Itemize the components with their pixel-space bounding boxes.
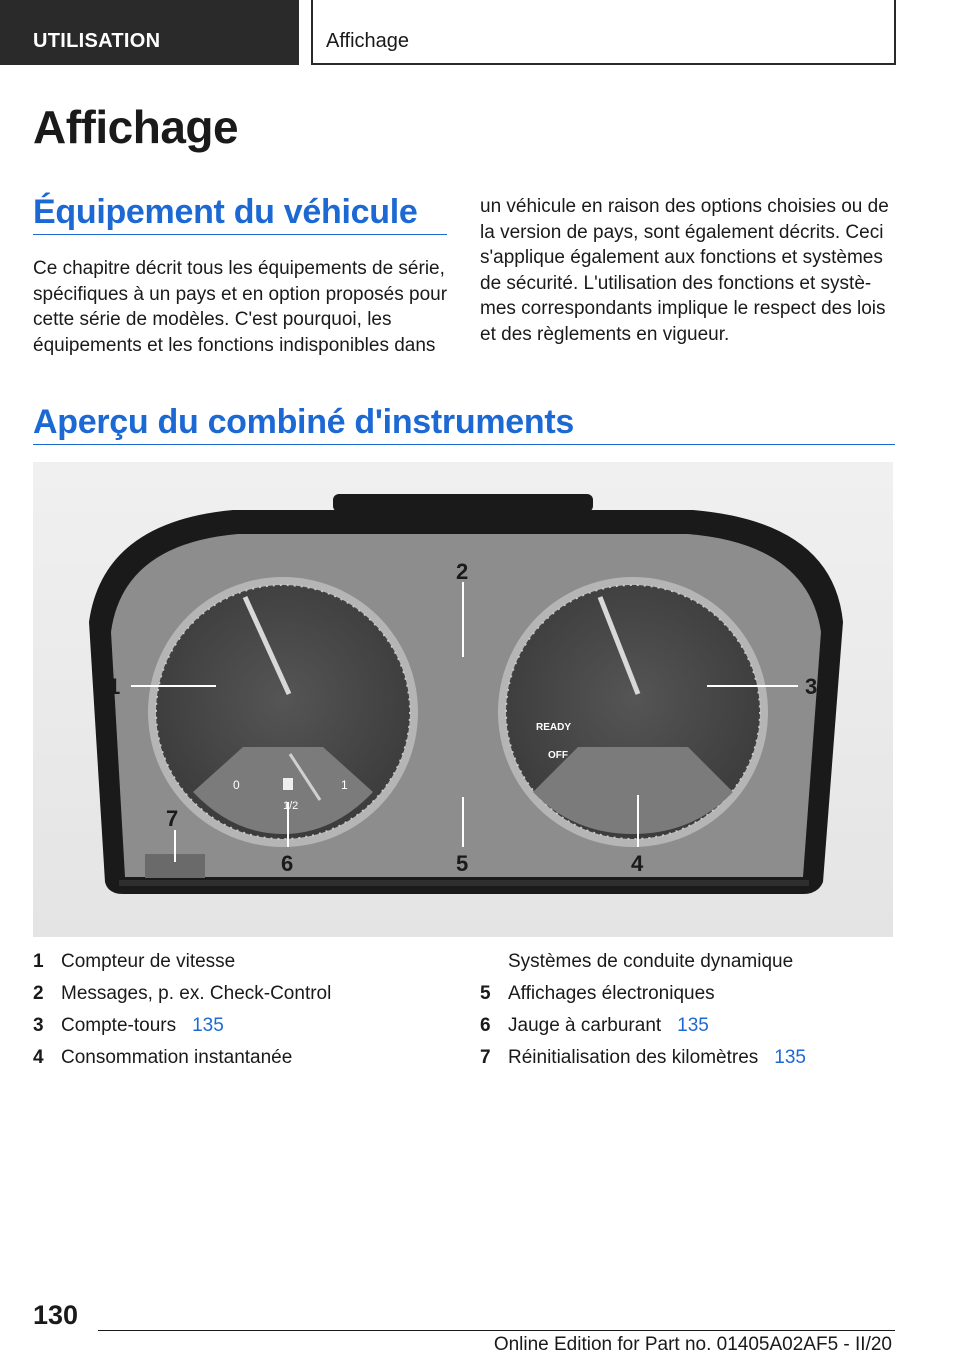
section-title-equipment: Équipement du véhicule bbox=[33, 193, 418, 231]
paragraph-left: Ce chapitre décrit tous les équipements de série, spécifiques à un pays et en option proposés pour cette série de modèles. C'est pourquoi, les équipements et les fonctions indisponibles dans bbox=[33, 258, 448, 356]
legend-number: 4 bbox=[33, 1047, 44, 1068]
header-section-label: UTILISATION bbox=[33, 30, 161, 52]
legend-item bbox=[33, 1042, 453, 1074]
legend-text: Jauge à carburant bbox=[508, 1015, 662, 1036]
legend-item bbox=[480, 1042, 900, 1074]
legend-text: Compteur de vitesse bbox=[61, 951, 236, 972]
off-indicator: OFF bbox=[548, 750, 568, 761]
header-section-tab bbox=[0, 0, 299, 65]
callout-2: 2 bbox=[456, 559, 469, 584]
legend-item bbox=[480, 946, 900, 978]
callout-5: 5 bbox=[456, 851, 469, 876]
section-rule bbox=[33, 444, 895, 445]
legend-number: 1 bbox=[33, 951, 44, 972]
section-title-instrument-cluster: Aperçu du combiné d'instruments bbox=[33, 403, 574, 441]
page-reference-link[interactable]: 135 bbox=[774, 1047, 806, 1068]
legend-text: Messages, p. ex. Check-Control bbox=[61, 983, 332, 1004]
legend-column-right bbox=[480, 946, 900, 1074]
fuel-scale-zero: 0 bbox=[233, 778, 240, 792]
legend-number: 3 bbox=[33, 1015, 44, 1036]
legend-item bbox=[33, 946, 453, 978]
legend-text: Affichages électroniques bbox=[508, 983, 715, 1004]
paragraph-right: un véhicule en raison des options choisies ou de la version de pays, sont également décrits. Ceci s'applique également aux fonctions et systèmes de sécurité. L'utilisation des fonctions et systè‐mes correspondants implique le respect des lois et des règlements en vigueur. bbox=[480, 196, 889, 345]
legend-item bbox=[33, 978, 453, 1010]
page-reference-link[interactable]: 135 bbox=[192, 1015, 224, 1036]
footer-edition: Online Edition for Part no. 01405A02AF5 - II/20 bbox=[493, 1334, 892, 1355]
fuel-pump-icon bbox=[283, 778, 293, 790]
legend-item bbox=[480, 978, 900, 1010]
section-rule bbox=[33, 234, 447, 235]
footer-rule bbox=[98, 1330, 895, 1331]
legend-item bbox=[480, 1010, 900, 1042]
instrument-cluster-illustration bbox=[33, 462, 893, 937]
legend-number: 7 bbox=[480, 1047, 491, 1068]
legend-text: Systèmes de conduite dynamique bbox=[508, 951, 794, 972]
legend-text: Compte-tours bbox=[61, 1015, 177, 1036]
legend-column-left bbox=[33, 946, 453, 1074]
legend-number: 6 bbox=[480, 1015, 491, 1036]
callout-7: 7 bbox=[166, 806, 179, 831]
ready-indicator: READY bbox=[536, 722, 572, 733]
legend-text: Réinitialisation des kilomètres bbox=[508, 1047, 759, 1068]
callout-4: 4 bbox=[631, 851, 644, 876]
fuel-scale-one: 1 bbox=[341, 778, 348, 792]
page-number: 130 bbox=[33, 1300, 79, 1330]
page-reference-link[interactable]: 135 bbox=[677, 1015, 709, 1036]
page-title: Affichage bbox=[33, 101, 239, 153]
callout-1: 1 bbox=[108, 674, 121, 699]
fuel-scale-half: 1/2 bbox=[283, 800, 299, 812]
callout-6: 6 bbox=[281, 851, 294, 876]
legend-number: 5 bbox=[480, 983, 491, 1004]
instrument-cluster-figure bbox=[33, 462, 893, 937]
legend-item bbox=[33, 1010, 453, 1042]
legend-text: Consommation instantanée bbox=[61, 1047, 293, 1068]
callout-3: 3 bbox=[805, 674, 818, 699]
header-chapter-box bbox=[311, 0, 896, 65]
legend-number: 2 bbox=[33, 983, 44, 1004]
header-chapter-label: Affichage bbox=[326, 30, 410, 52]
